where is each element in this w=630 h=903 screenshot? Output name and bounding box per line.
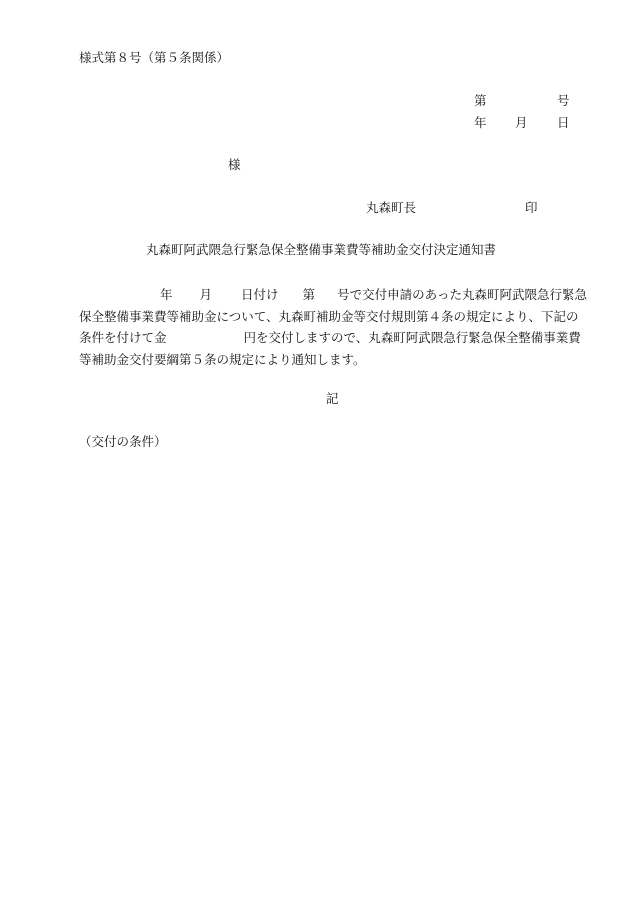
date-month-label: 月 xyxy=(515,115,528,130)
issuer-title: 丸森町長 xyxy=(366,200,417,215)
document-title: 丸森町阿武隈急行緊急保全整備事業費等補助金交付決定通知書 xyxy=(146,242,497,257)
body-no-prefix: 第 xyxy=(302,287,316,302)
notice-body xyxy=(79,284,587,370)
body-year: 年 xyxy=(160,287,173,302)
document-number-prefix: 第 xyxy=(474,93,487,108)
seal-mark: 印 xyxy=(525,200,538,215)
body-main-text: 号で交付申請のあった丸森町阿武隈急行緊急保全整備事業費等補助金について、丸森町補助金等交付規則第４条の規定により、下記の条件を付けて金 xyxy=(79,287,587,345)
body-dated: 日付け xyxy=(241,287,279,302)
date-day-label: 日 xyxy=(557,115,570,130)
body-tail-text: 円を交付しますので、丸森町阿武隈急行緊急保全整備事業費等補助金交付要綱第５条の規定により通知します。 xyxy=(79,330,581,367)
document-number-suffix: 号 xyxy=(557,93,570,108)
body-month: 月 xyxy=(199,287,213,302)
conditions-heading: （交付の条件） xyxy=(79,434,167,449)
ki-heading: 記 xyxy=(326,391,339,406)
form-number: 様式第８号（第５条関係） xyxy=(79,50,230,65)
recipient-honorific: 様 xyxy=(228,157,241,172)
date-year-label: 年 xyxy=(474,115,487,130)
